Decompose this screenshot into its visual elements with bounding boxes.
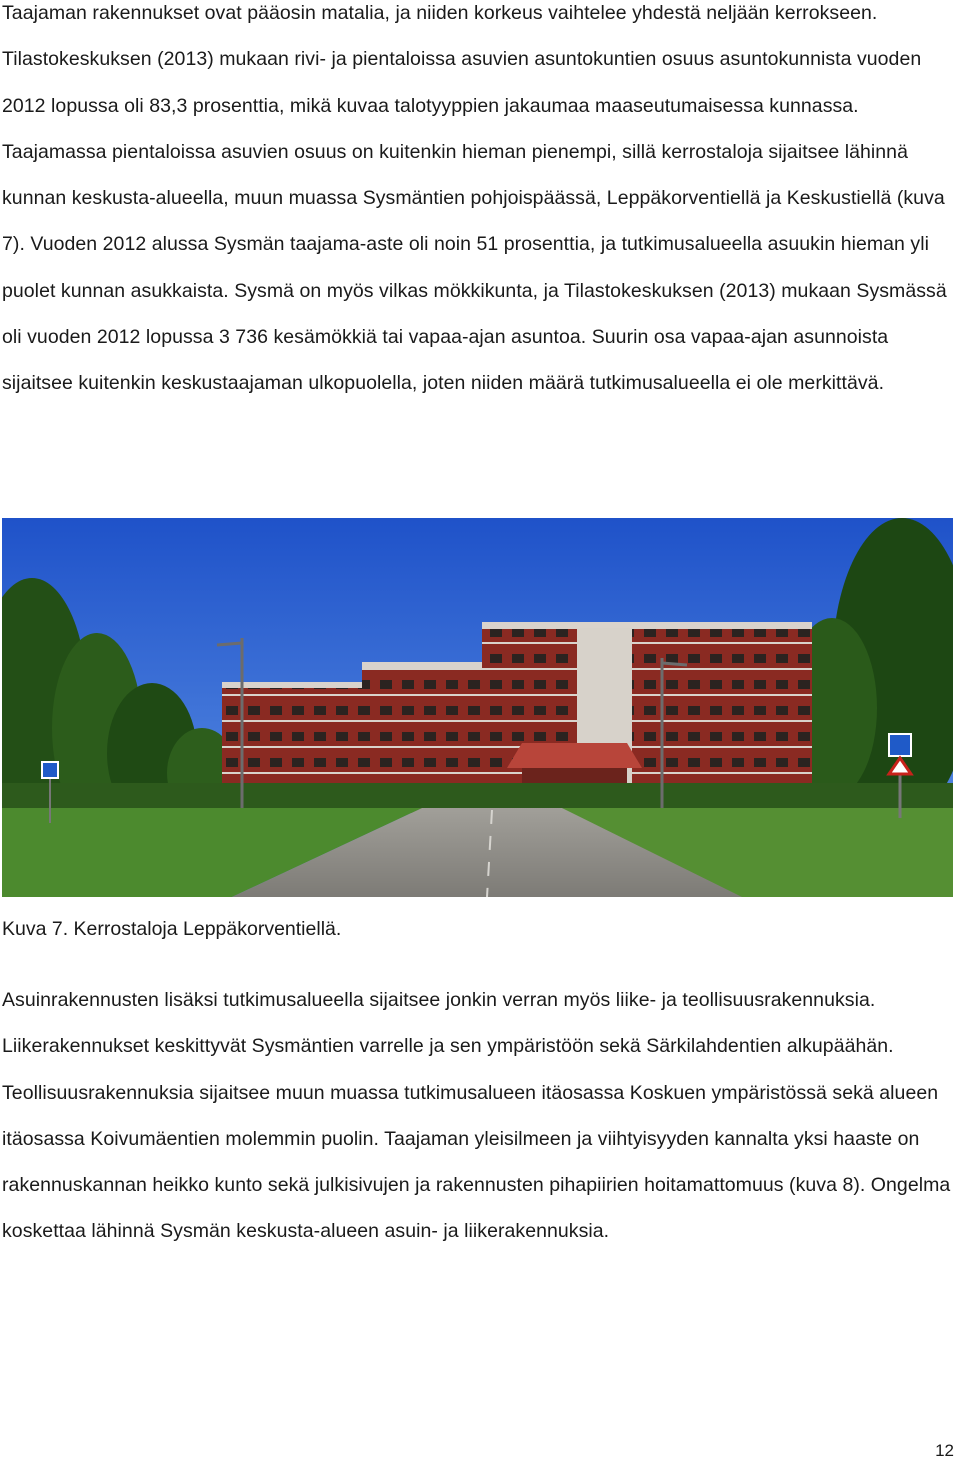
- body-paragraph-2: Asuinrakennusten lisäksi tutkimusalueella sijaitsee jonkin verran myös liike- ja teollisuusrakennuksia. Liikerakennukset keskittyvät Sysmäntien varrelle ja sen ympäristöön sekä Särkilahdentien alkupäähän. Teollisuusrakennuksia sijaitsee muun muassa tutkimusalueen itäosassa Koskuen ympäristössä sekä alueen itäosassa Koivumäentien molemmin puolin. Taajaman yleisilmeen ja viihtyisyyden kannalta yksi haaste on rakennuskannan heikko kunto sekä julkisivujen ja rakennusten pihapiirien hoitamattomuus (kuva 8). Ongelma koskettaa lähinnä Sysmän keskusta-alueen asuin- ja liikerakennuksia.: [2, 989, 951, 1243]
- body-paragraph-1: Taajaman rakennukset ovat pääosin matalia, ja niiden korkeus vaihtelee yhdestä neljään kerrokseen. Tilastokeskuksen (2013) mukaan rivi- ja pientaloissa asuvien asuntokuntien osuus asuntokunnista vuoden 2012 lopussa oli 83,3 prosenttia, mikä kuvaa talotyyppien jakaumaa maaseutumaisessa kunnassa. Taajamassa pientaloissa asuvien osuus on kuitenkin hieman pienempi, sillä kerrostaloja sijaitsee lähinnä kunnan keskusta-alueella, muun muassa Sysmäntien pohjoispäässä, Leppäkorventiellä ja Keskustiellä (kuva 7). Vuoden 2012 alussa Sysmän taajama-aste oli noin 51 prosenttia, ja tutkimusalueella asuukin hieman yli puolet kunnan asukkaista. Sysmä on myös vilkas mökkikunta, ja Tilastokeskuksen (2013) mukaan Sysmässä oli vuoden 2012 lopussa 3 736 kesämökkiä tai vapaa-ajan asuntoa. Suurin osa vapaa-ajan asunnoista sijaitsee kuitenkin keskustaajaman ulkopuolella, joten niiden määrä tutkimusalueella ei ole merkittävä.: [2, 2, 947, 395]
- figure-caption: Kuva 7. Kerrostaloja Leppäkorventiellä.: [2, 918, 342, 940]
- figure-photo-apartment-buildings: [2, 518, 953, 897]
- page-number: 12: [935, 1441, 954, 1460]
